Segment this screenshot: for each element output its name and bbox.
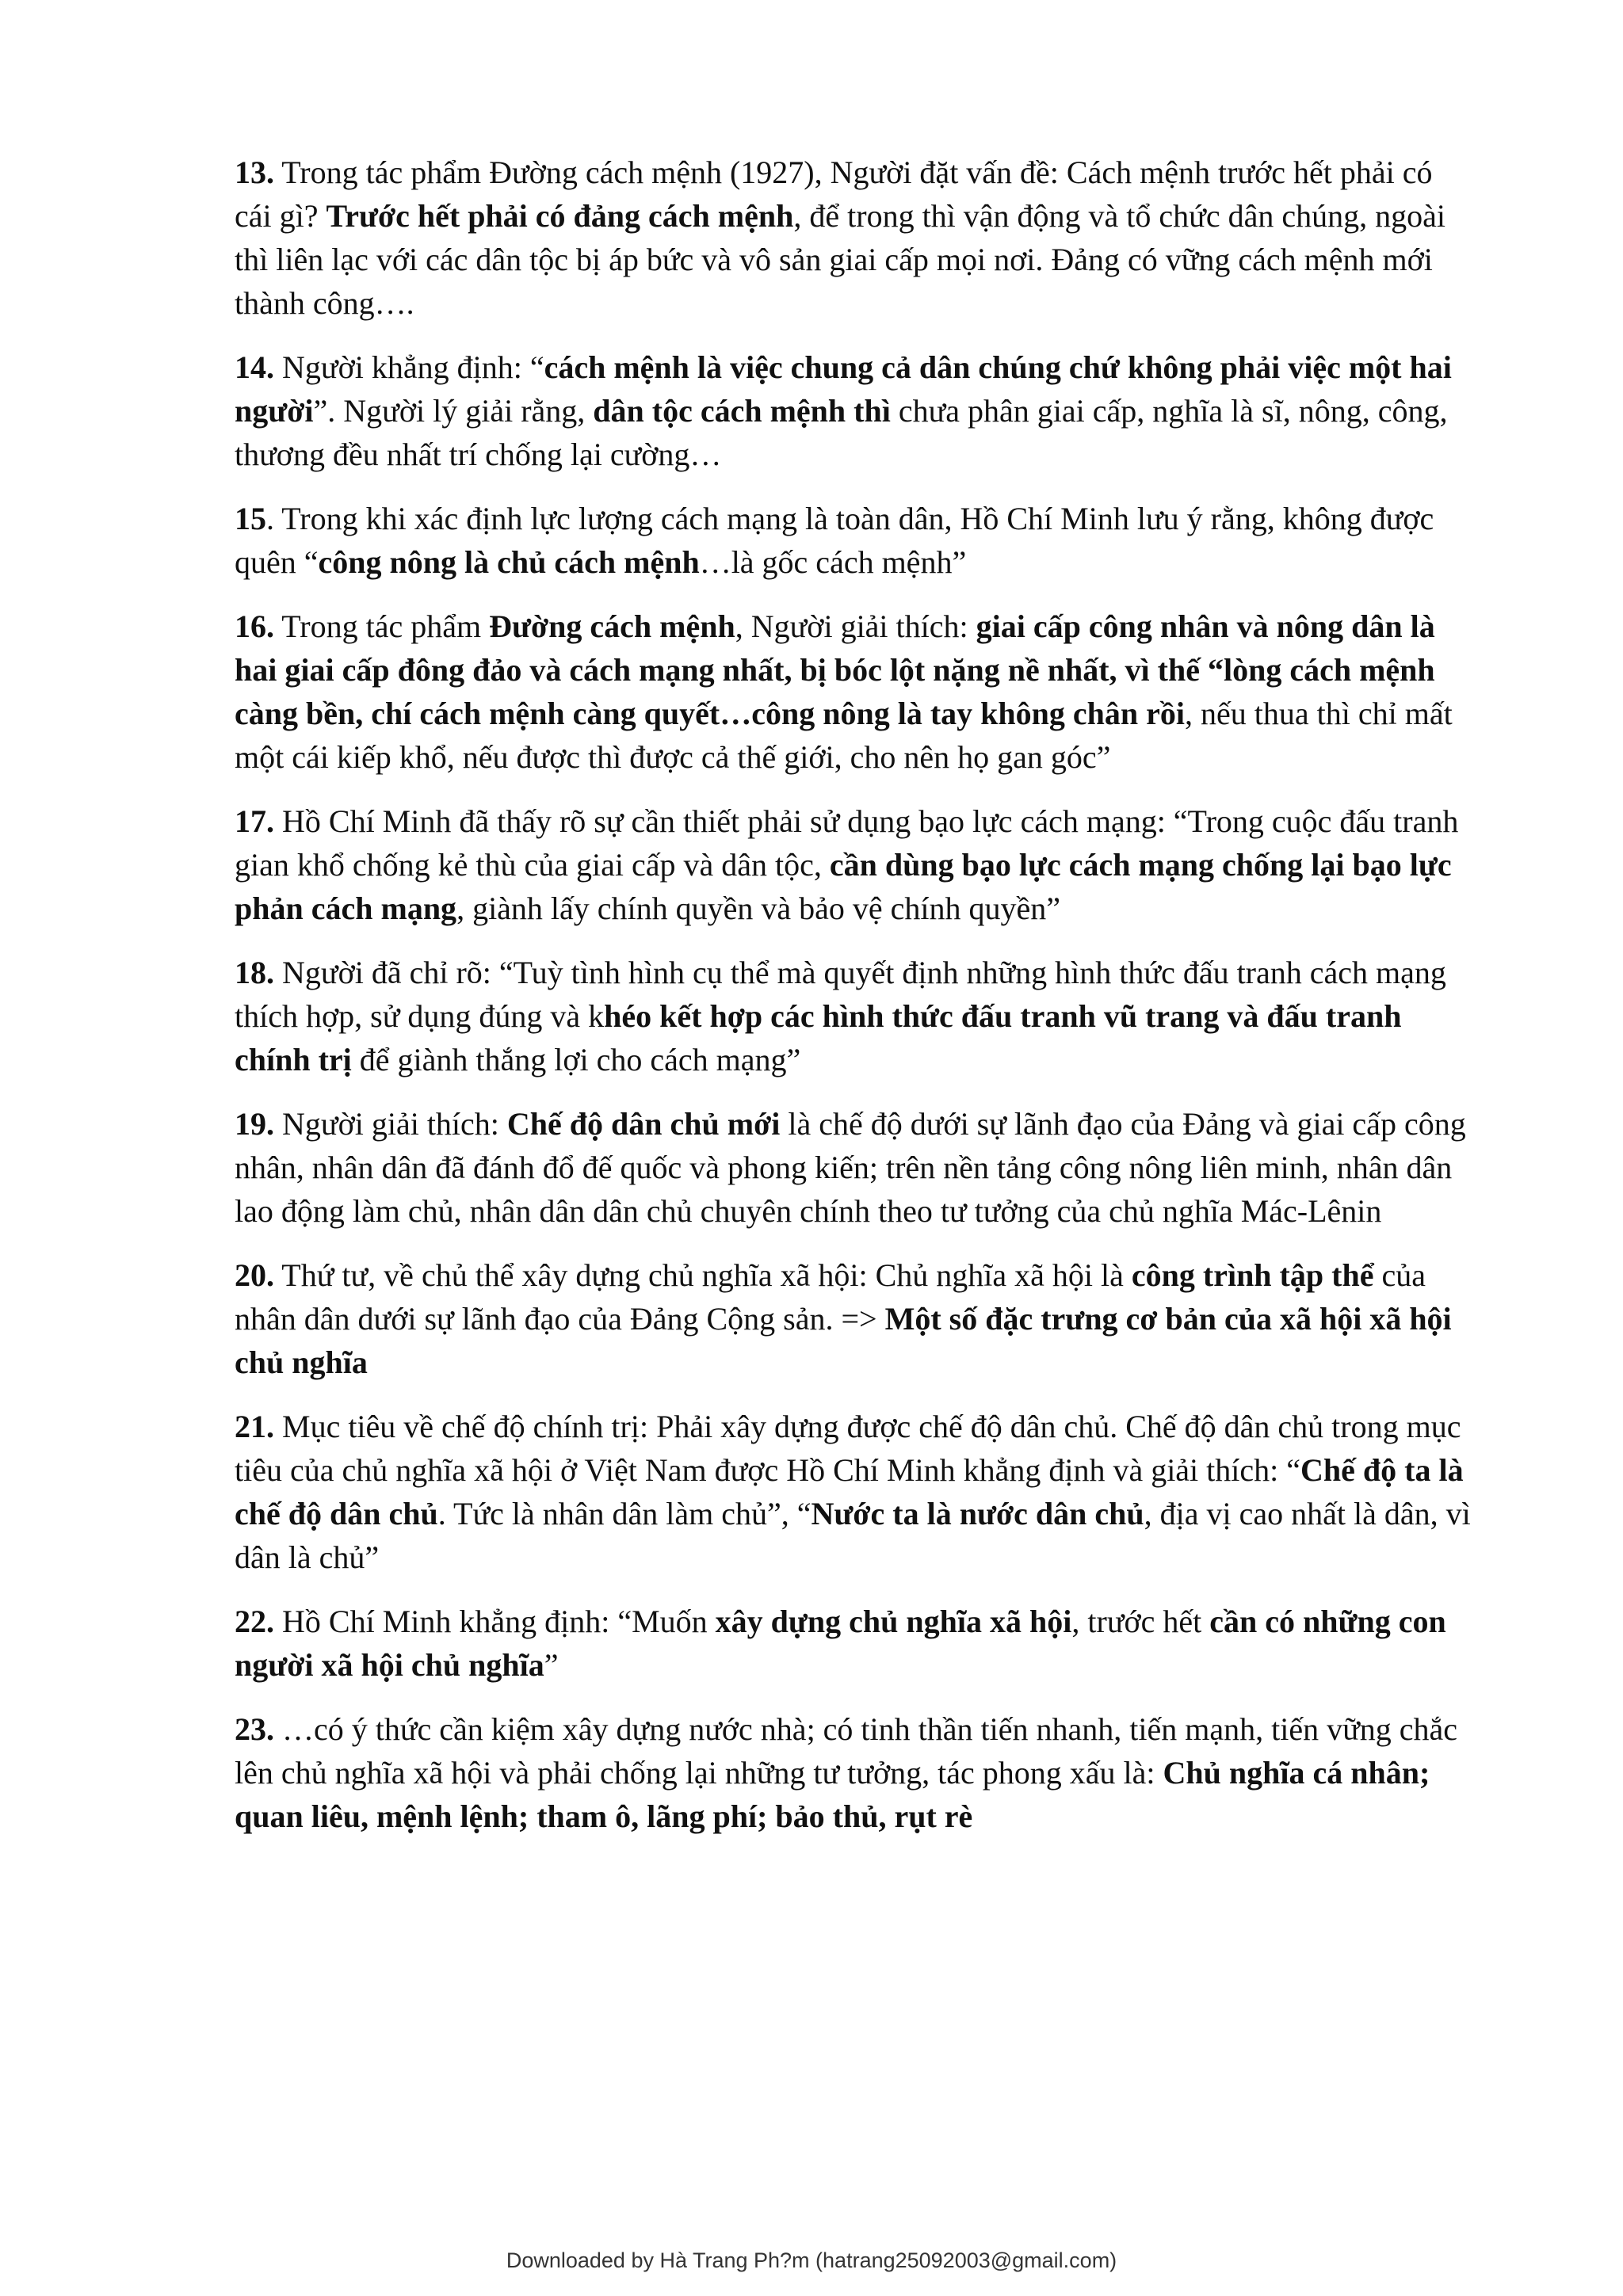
- paragraph-14: [235, 345, 1471, 476]
- paragraph-23: [235, 1707, 1471, 1838]
- bold-text: xây dựng chủ nghĩa xã hội: [715, 1604, 1072, 1639]
- bold-text: 20.: [235, 1257, 274, 1293]
- bold-text: Chế độ ta là chế độ dân chủ: [235, 1452, 1464, 1531]
- text-span: chưa phân giai cấp, nghĩa là sĩ, nông, công, thương đều nhất trí chống lại cường…: [235, 393, 1448, 472]
- bold-text: 21.: [235, 1409, 274, 1444]
- bold-text: công nông là chủ cách mệnh: [318, 544, 700, 580]
- paragraph-21: [235, 1405, 1471, 1579]
- text-span: Trong tác phẩm Đường cách mệnh (1927), Người đặt vấn đề: Cách mệnh trước hết phải có cái gì?: [235, 154, 1433, 234]
- text-span: ”: [544, 1647, 559, 1683]
- text-span: . Trong khi xác định lực lượng cách mạng là toàn dân, Hồ Chí Minh lưu ý rằng, không được quên “: [235, 501, 1434, 580]
- bold-text: 23.: [235, 1711, 274, 1747]
- bold-text: Chủ nghĩa cá nhân; quan liêu, mệnh lệnh; tham ô, lãng phí; bảo thủ, rụt rè: [235, 1755, 1430, 1834]
- bold-text: cần dùng bạo lực cách mạng chống lại bạo lực phản cách mạng: [235, 847, 1452, 926]
- download-footer: Downloaded by Hà Trang Ph?m (hatrang25092003@gmail.com): [506, 2248, 1117, 2272]
- bold-text: Trước hết phải có đảng cách mệnh: [326, 198, 794, 234]
- bold-text: cách mệnh là việc chung cả dân chúng chứ không phải việc một hai người: [235, 349, 1452, 429]
- bold-text: 19.: [235, 1106, 274, 1142]
- text-span: , Người giải thích:: [735, 608, 976, 644]
- text-span: để giành thắng lợi cho cách mạng”: [351, 1042, 801, 1077]
- text-span: Hồ Chí Minh đã thấy rõ sự cần thiết phải sử dụng bạo lực cách mạng: “Trong cuộc đấu tranh gian khổ chống kẻ thù của giai cấp và dân tộc,: [235, 803, 1459, 883]
- text-span: ”. Người lý giải rằng,: [313, 393, 594, 429]
- bold-text: Chế độ dân chủ mới: [506, 1106, 781, 1142]
- text-span: Hồ Chí Minh khẳng định: “Muốn: [274, 1604, 716, 1639]
- bold-text: 13.: [235, 154, 274, 190]
- text-span: , nếu thua thì chỉ mất một cái kiếp khổ, nếu được thì được cả thế giới, cho nên họ gan góc”: [235, 696, 1453, 775]
- paragraph-15: [235, 497, 1471, 584]
- bold-text: dân tộc cách mệnh thì: [593, 393, 891, 429]
- document-page: [235, 151, 1471, 1859]
- bold-text: 18.: [235, 955, 274, 990]
- bold-text: 14.: [235, 349, 274, 385]
- text-span: , giành lấy chính quyền và bảo vệ chính quyền”: [456, 891, 1061, 926]
- text-span: , trước hết: [1071, 1604, 1210, 1639]
- text-span: Thứ tư, về chủ thể xây dựng chủ nghĩa xã hội: Chủ nghĩa xã hội là: [274, 1257, 1132, 1293]
- bold-text: Một số đặc trưng cơ bản của xã hội xã hội chủ nghĩa: [235, 1301, 1452, 1380]
- paragraph-20: [235, 1253, 1471, 1384]
- text-span: , địa vị cao nhất là dân, vì dân là chủ”: [235, 1496, 1471, 1575]
- paragraph-13: [235, 151, 1471, 325]
- text-span: …là gốc cách mệnh”: [699, 544, 967, 580]
- text-span: Người đã chỉ rõ: “Tuỳ tình hình cụ thể mà quyết định những hình thức đấu tranh cách mạng thích hợp, sử dụng đúng và k: [235, 955, 1446, 1034]
- bold-text: Nước ta là nước dân chủ: [811, 1496, 1144, 1531]
- bold-text: 15: [235, 501, 266, 536]
- text-span: là chế độ dưới sự lãnh đạo của Đảng và giai cấp công nhân, nhân dân đã đánh đổ đế quốc và phong kiến; trên nền tảng công nông liên minh, nhân dân lao động làm chủ, nhân dân dân chủ chuyên chính theo tư tưởng của chủ nghĩa Mác-Lênin: [235, 1106, 1466, 1229]
- bold-text: công trình tập thể: [1131, 1257, 1374, 1293]
- text-span: , để trong thì vận động và tổ chức dân chúng, ngoài thì liên lạc với các dân tộc bị áp bức và vô sản giai cấp mọi nơi. Đảng có vững cách mệnh mới thành công….: [235, 198, 1445, 321]
- paragraph-18: [235, 951, 1471, 1081]
- bold-text: 22.: [235, 1604, 274, 1639]
- bold-text: héo kết hợp các hình thức đấu tranh vũ trang và đấu tranh chính trị: [235, 998, 1402, 1077]
- paragraph-19: [235, 1102, 1471, 1233]
- bold-text: Đường cách mệnh: [489, 608, 735, 644]
- text-span: Trong tác phẩm: [274, 608, 490, 644]
- bold-text: giai cấp công nhân và nông dân là hai giai cấp đông đảo và cách mạng nhất, bị bóc lột nặng nề nhất, vì thế “lòng cách mệnh càng bền, chí cách mệnh càng quyết…công nông là tay không chân rồi: [235, 608, 1435, 731]
- bold-text: 17.: [235, 803, 274, 839]
- text-span: Người khẳng định: “: [274, 349, 544, 385]
- text-span: …có ý thức cần kiệm xây dựng nước nhà; có tinh thần tiến nhanh, tiến mạnh, tiến vững chắc lên chủ nghĩa xã hội và phải chống lại những tư tưởng, tác phong xấu là:: [235, 1711, 1458, 1791]
- bold-text: cần có những con người xã hội chủ nghĩa: [235, 1604, 1446, 1683]
- text-span: của nhân dân dưới sự lãnh đạo của Đảng Cộng sản. =>: [235, 1257, 1426, 1337]
- text-span: Người giải thích:: [274, 1106, 507, 1142]
- paragraph-16: [235, 605, 1471, 779]
- text-span: Mục tiêu về chế độ chính trị: Phải xây dựng được chế độ dân chủ. Chế độ dân chủ trong mục tiêu của chủ nghĩa xã hội ở Việt Nam được Hồ Chí Minh khẳng định và giải thích: “: [235, 1409, 1461, 1488]
- bold-text: 16.: [235, 608, 274, 644]
- paragraph-17: [235, 799, 1471, 930]
- paragraph-22: [235, 1600, 1471, 1687]
- text-span: . Tức là nhân dân làm chủ”, “: [437, 1496, 812, 1531]
